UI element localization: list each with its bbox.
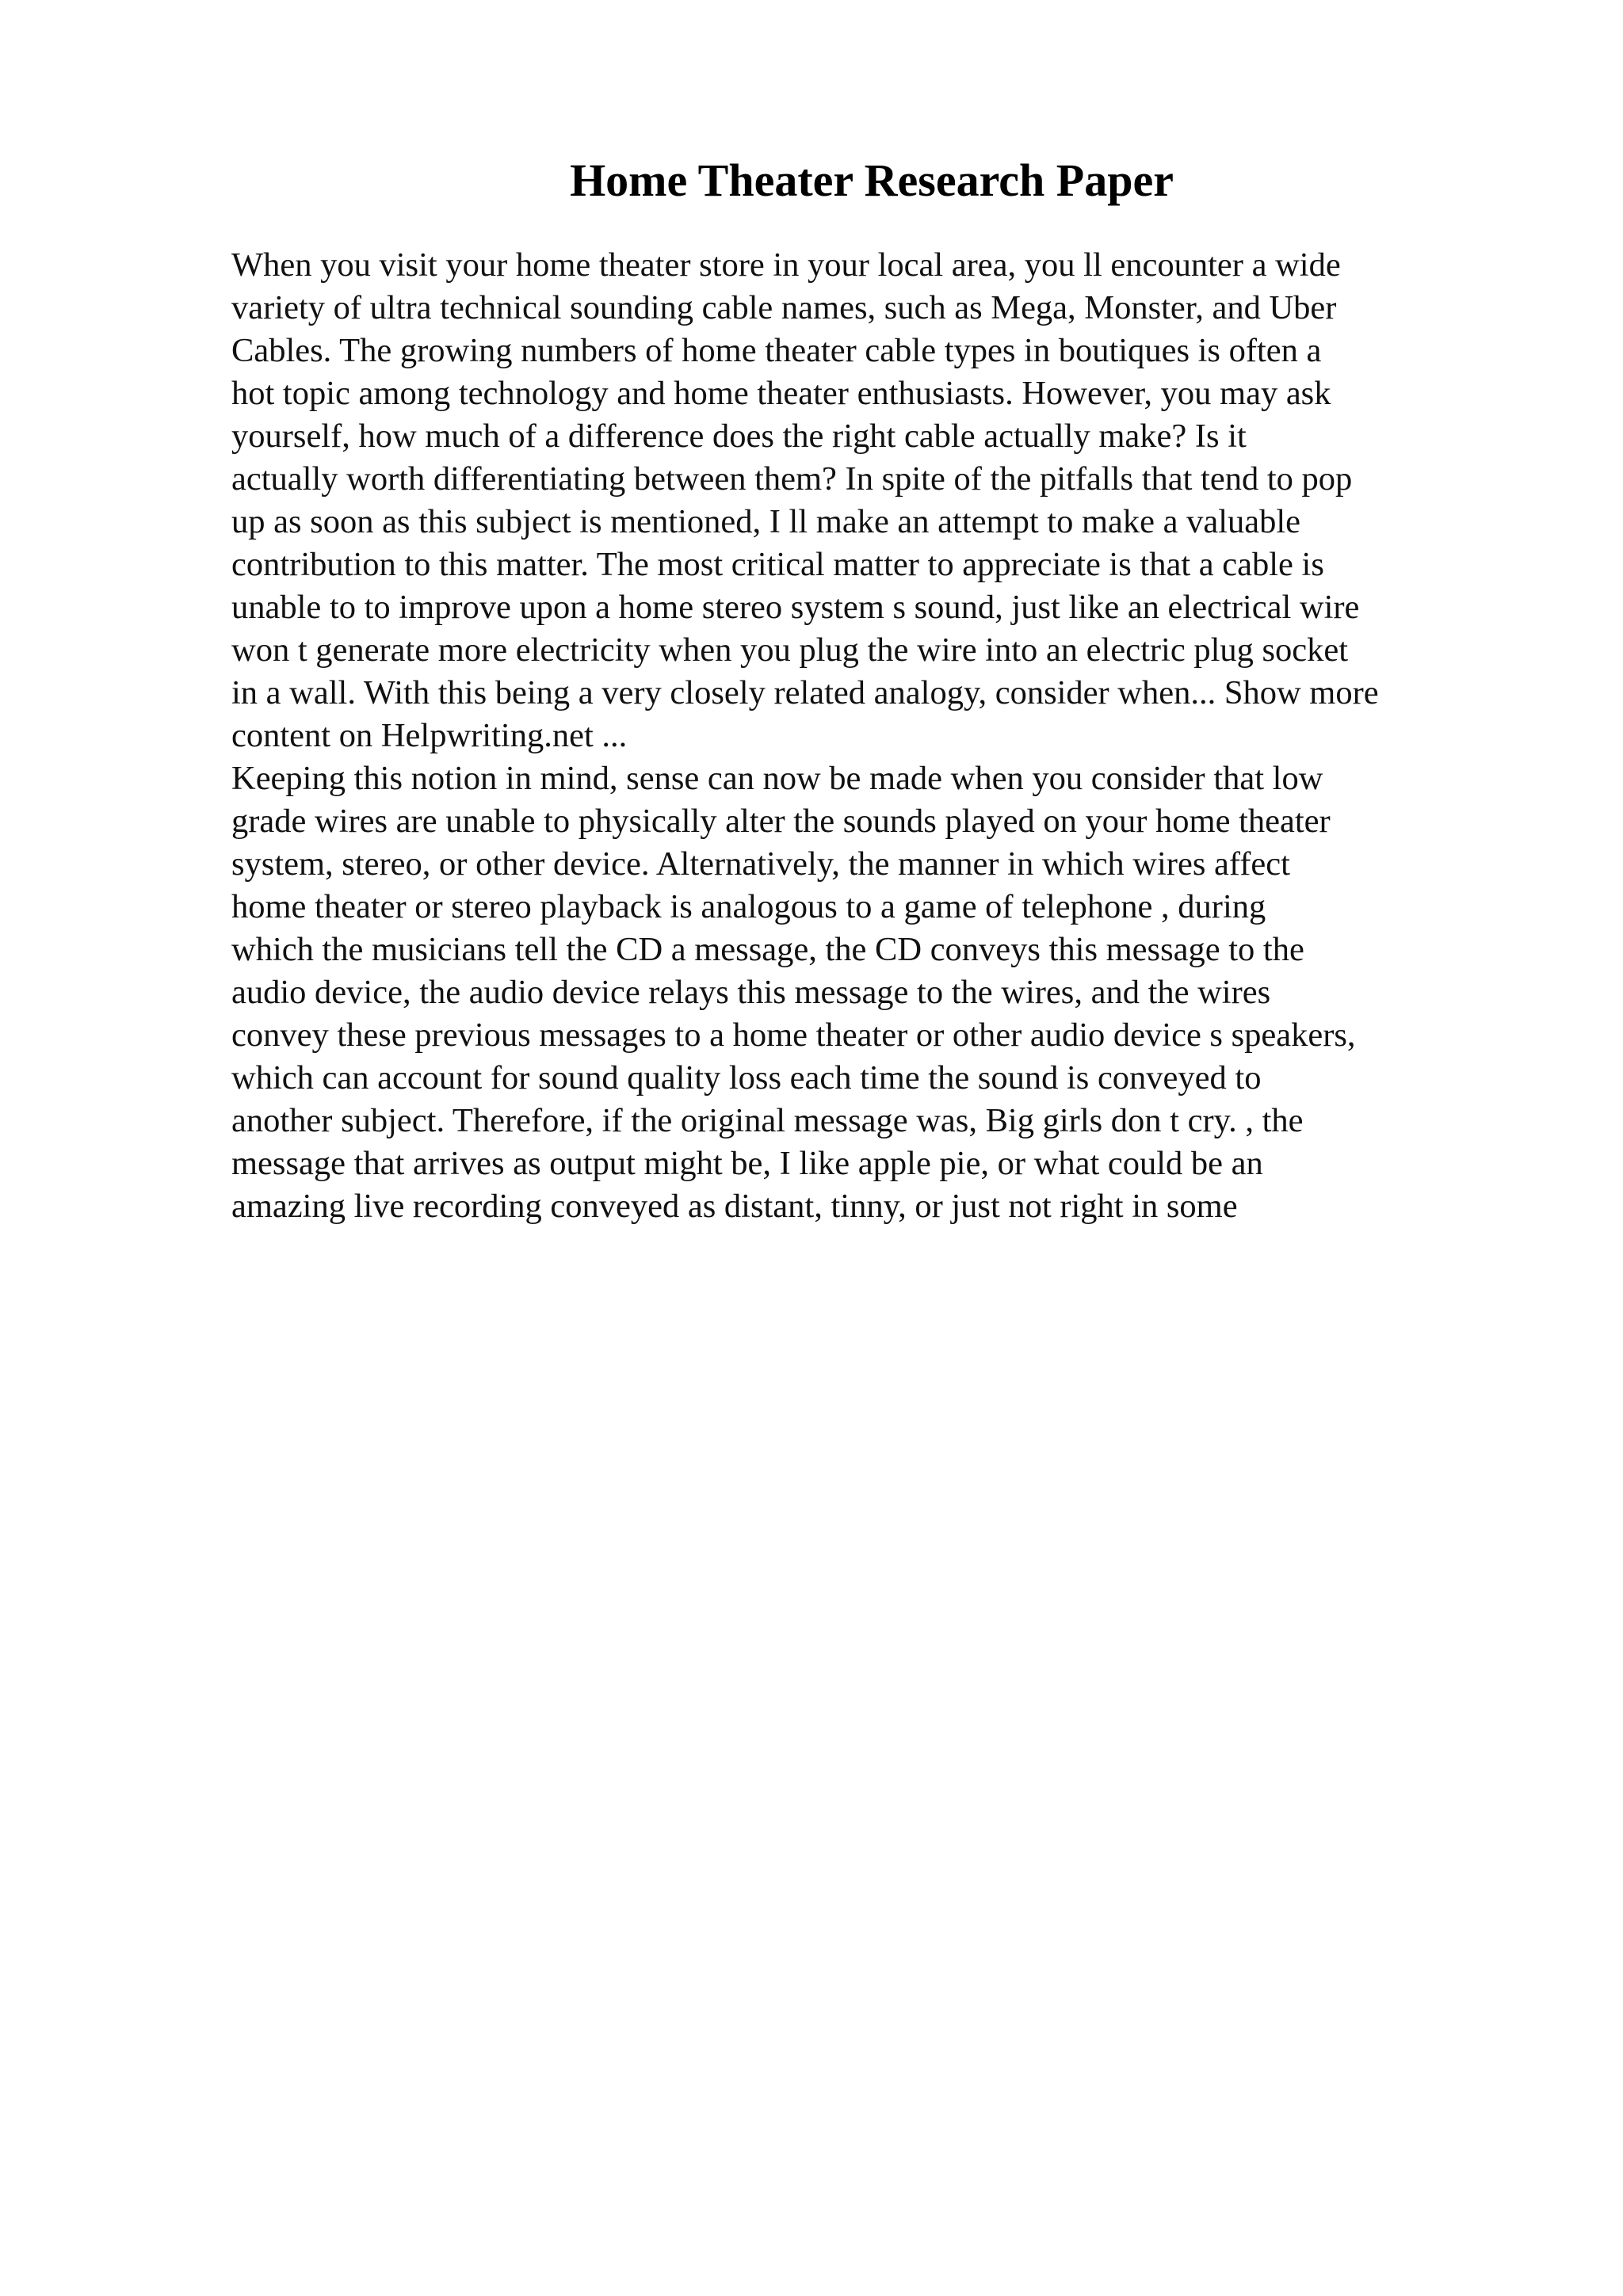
text-line: When you visit your home theater store in your local area, you ll encounter a wide [231, 246, 1341, 284]
text-line: hot topic among technology and home theater enthusiasts. However, you may ask [231, 375, 1331, 412]
text-line: another subject. Therefore, if the original message was, Big girls don t cry. , the [231, 1102, 1304, 1139]
text-line: grade wires are unable to physically alter the sounds played on your home theater [231, 803, 1331, 840]
text-line: convey these previous messages to a home theater or other audio device s speakers, [231, 1016, 1356, 1054]
text-line: Keeping this notion in mind, sense can now be made when you consider that low [231, 760, 1323, 797]
text-line: up as soon as this subject is mentioned, I ll make an attempt to make a valuable [231, 503, 1301, 540]
text-line: in a wall. With this being a very closely related analogy, consider when... Show more [231, 674, 1379, 711]
text-line: which the musicians tell the CD a message, the CD conveys this message to the [231, 931, 1304, 968]
text-line: message that arrives as output might be, I like apple pie, or what could be an [231, 1145, 1263, 1182]
text-line: unable to to improve upon a home stereo system s sound, just like an electrical wire [231, 589, 1360, 626]
text-line: Cables. The growing numbers of home theater cable types in boutiques is often a [231, 332, 1322, 369]
text-line: yourself, how much of a difference does the right cable actually make? Is it [231, 418, 1247, 455]
text-line: won t generate more electricity when you plug the wire into an electric plug socket [231, 631, 1349, 669]
document-body [231, 244, 1594, 1228]
text-line: amazing live recording conveyed as distant, tinny, or just not right in some [231, 1188, 1238, 1225]
text-line: content on Helpwriting.net ... [231, 717, 628, 754]
text-line: variety of ultra technical sounding cable names, such as Mega, Monster, and Uber [231, 289, 1337, 326]
text-line: system, stereo, or other device. Alternatively, the manner in which wires affect [231, 845, 1290, 883]
text-line: which can account for sound quality loss each time the sound is conveyed to [231, 1059, 1262, 1097]
text-line: home theater or stereo playback is analogous to a game of telephone , during [231, 888, 1266, 925]
text-line: actually worth differentiating between them? In spite of the pitfalls that tend to pop [231, 460, 1353, 498]
text-line: contribution to this matter. The most critical matter to appreciate is that a cable is [231, 546, 1324, 583]
text-line: audio device, the audio device relays this message to the wires, and the wires [231, 974, 1271, 1011]
document-title: Home Theater Research Paper [570, 154, 1174, 206]
